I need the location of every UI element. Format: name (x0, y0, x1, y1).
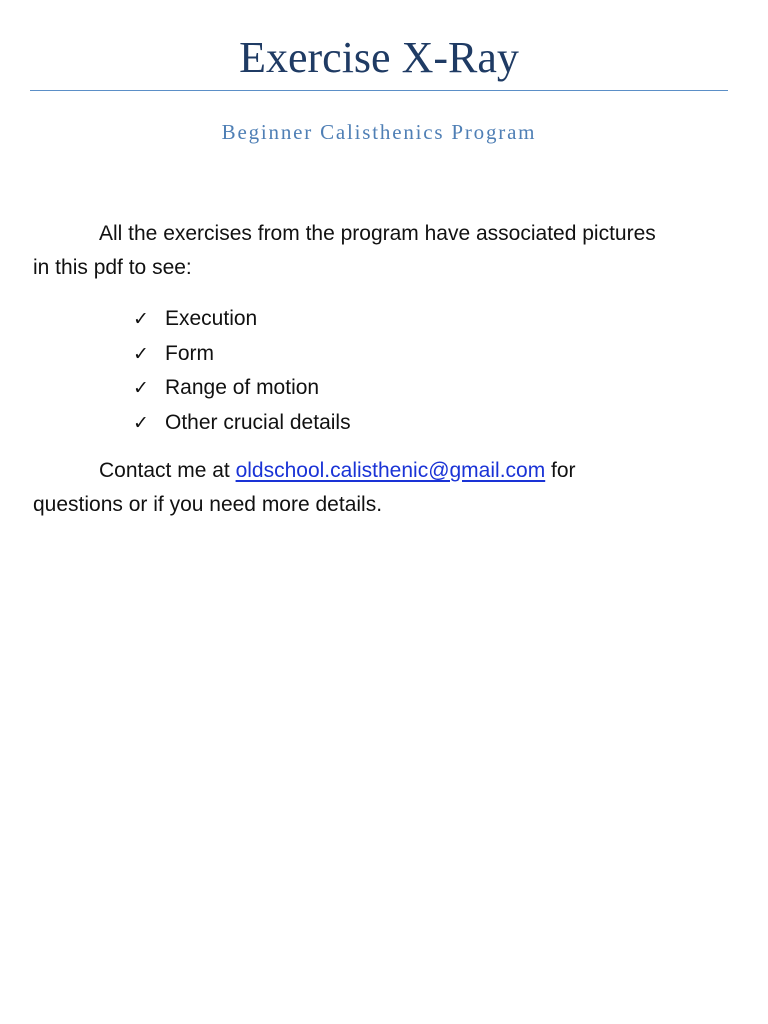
page-subtitle: Beginner Calisthenics Program (221, 120, 537, 144)
title-divider (30, 90, 728, 91)
check-icon: ✓ (133, 411, 149, 434)
intro-line-1 (33, 217, 733, 251)
contact-suffix: for (551, 459, 576, 482)
contact-paragraph (33, 454, 733, 522)
check-icon: ✓ (133, 377, 149, 399)
checklist (133, 302, 351, 440)
email-link[interactable]: oldschool.calisthenic@gmail.com (235, 459, 546, 482)
contact-line-2: questions or if you need more details. (33, 493, 383, 516)
list-item-label: Execution (165, 307, 258, 330)
list-item (133, 302, 351, 337)
intro-paragraph (33, 217, 733, 285)
list-item (133, 337, 351, 372)
contact-prefix: Contact me at (99, 459, 230, 482)
intro-line-2: in this pdf to see: (33, 256, 192, 279)
check-icon: ✓ (133, 308, 149, 330)
contact-line-1 (33, 454, 733, 488)
list-item (133, 406, 351, 441)
list-item (133, 371, 351, 406)
list-item-label: Form (165, 341, 214, 365)
page-title: Exercise X-Ray (239, 33, 519, 82)
check-icon: ✓ (133, 342, 149, 365)
intro-text-1: All the exercises from the program have associated pictures (99, 222, 656, 245)
list-item-label: Range of motion (165, 376, 320, 399)
list-item-label: Other crucial details (165, 410, 351, 434)
